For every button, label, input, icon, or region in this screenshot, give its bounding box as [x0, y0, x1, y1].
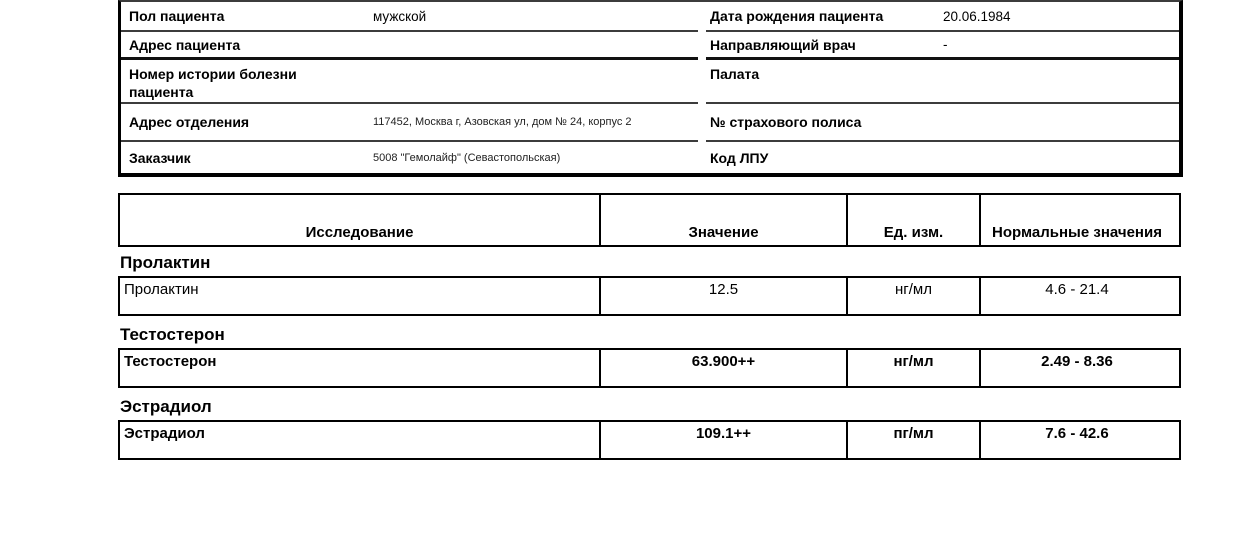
info-label: Код ЛПУ [710, 149, 769, 166]
result-value: 12.5 [601, 278, 848, 314]
info-value: 20.06.1984 [943, 8, 1011, 24]
patient-info-table [118, 0, 1183, 177]
info-value: 5008 "Гемолайф" (Севастопольская) [373, 151, 561, 164]
info-cell-right [706, 104, 1179, 142]
info-column-gap [698, 104, 706, 142]
results-row [118, 420, 1181, 460]
info-value: - [943, 37, 948, 52]
info-column-gap [698, 142, 706, 173]
patient-info-row [121, 104, 1179, 142]
info-value: мужской [373, 8, 427, 24]
info-cell-left [121, 60, 698, 104]
results-row [118, 276, 1181, 316]
result-normal-range: 7.6 - 42.6 [1045, 425, 1109, 442]
info-cell-left [121, 2, 698, 32]
info-label: Адрес пациента [129, 36, 241, 53]
result-test-name: Пролактин [120, 278, 601, 314]
info-label: Номер истории болезни пациента [129, 66, 297, 100]
info-cell-right [706, 32, 1179, 60]
result-value: 109.1++ [601, 422, 848, 458]
results-section-title: Пролактин [120, 253, 211, 272]
patient-info-row [121, 32, 1179, 60]
info-value: 117452, Москва г, Азовская ул, дом № 24, корпус 2 [373, 116, 632, 128]
info-label: Дата рождения пациента [710, 8, 884, 24]
results-header-cell: Ед. изм. [848, 195, 981, 245]
info-column-gap [698, 2, 706, 32]
results-row [118, 348, 1181, 388]
info-cell-left [121, 32, 698, 60]
patient-info-row [121, 142, 1179, 173]
result-test-name: Эстрадиол [120, 422, 601, 458]
info-cell-left [121, 104, 698, 142]
result-value: 63.900++ [601, 350, 848, 386]
result-unit: нг/мл [848, 350, 981, 386]
result-test-name: Тестостерон [120, 350, 601, 386]
results-table [118, 193, 1181, 460]
results-header-cell: Нормальные значения [992, 224, 1162, 241]
info-cell-right [706, 2, 1179, 32]
result-normal-range: 2.49 - 8.36 [1041, 353, 1113, 370]
info-label: Направляющий врач [710, 36, 856, 53]
results-section-title: Тестостерон [120, 325, 225, 344]
results-body [118, 250, 1181, 460]
results-section-title: Эстрадиол [120, 397, 212, 416]
info-label: № страхового полиса [710, 114, 862, 130]
info-column-gap [698, 32, 706, 60]
result-unit: нг/мл [848, 278, 981, 314]
info-cell-right [706, 60, 1179, 104]
result-normal-range: 4.6 - 21.4 [1045, 281, 1109, 298]
results-header-row [118, 193, 1181, 247]
info-cell-left [121, 142, 698, 173]
info-label: Пол пациента [129, 8, 225, 24]
info-label: Заказчик [129, 149, 191, 166]
info-label: Палата [710, 66, 760, 82]
results-header-cell: Исследование [120, 195, 601, 245]
result-unit: пг/мл [848, 422, 981, 458]
info-cell-right [706, 142, 1179, 173]
info-column-gap [698, 60, 706, 104]
info-label: Адрес отделения [129, 114, 250, 130]
results-header-cell: Значение [601, 195, 848, 245]
patient-info-row [121, 2, 1179, 32]
patient-info-row [121, 60, 1179, 104]
